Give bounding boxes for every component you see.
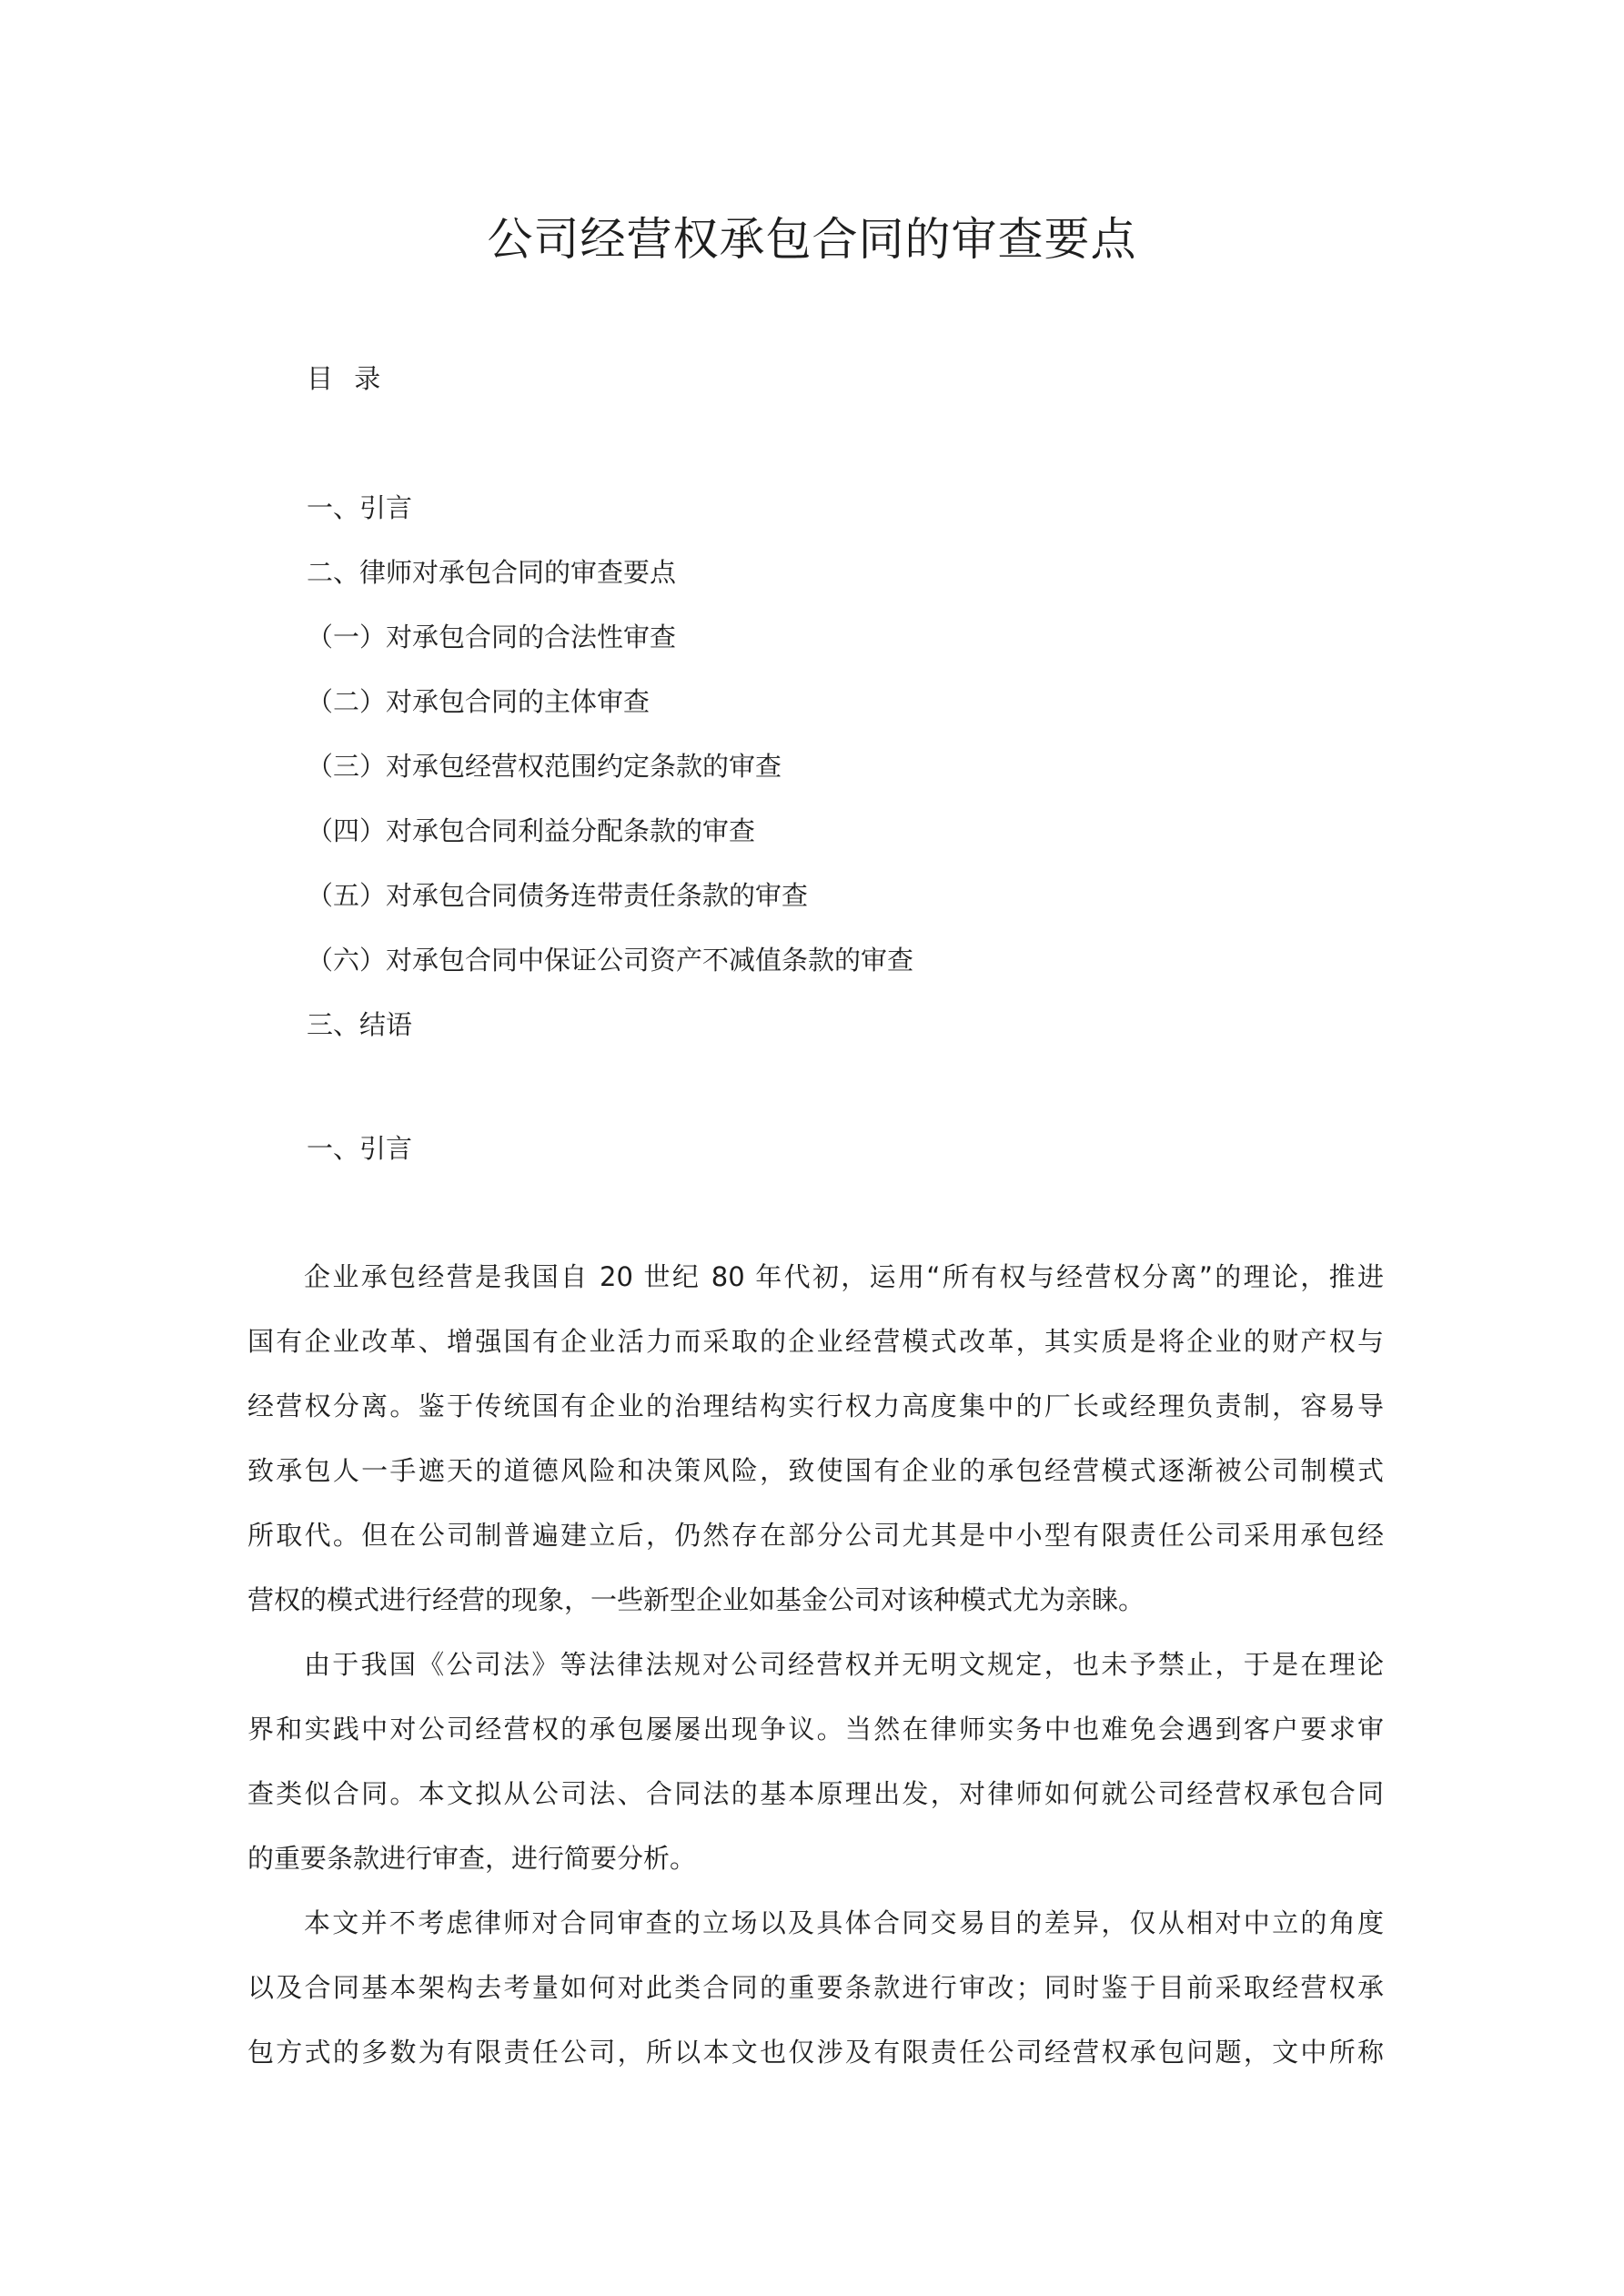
text-line: 以及合同基本架构去考量如何对此类合同的重要条款进行审改；同时鉴于目前采取经营权承	[247, 1972, 1384, 2003]
section-heading: 一、引言	[307, 1133, 413, 1164]
paragraph	[247, 1259, 1384, 1646]
text-line: 经营权分离。鉴于传统国有企业的治理结构实行权力高度集中的厂长或经理负责制，容易导	[247, 1391, 1384, 1421]
toc-item: （四）对承包合同利益分配条款的审查	[307, 815, 756, 846]
paragraph	[247, 1646, 1384, 1905]
toc-item: （六）对承包合同中保证公司资产不减值条款的审查	[307, 945, 914, 976]
text-line: 查类似合同。本文拟从公司法、合同法的基本原理出发，对律师如何就公司经营权承包合同	[247, 1778, 1384, 1809]
text-line: 本文并不考虑律师对合同审查的立场以及具体合同交易目的差异，仅从相对中立的角度	[304, 1907, 1384, 1938]
text-line: 的重要条款进行审查，进行简要分析。	[247, 1843, 697, 1874]
toc-item: （二）对承包合同的主体审查	[307, 686, 651, 717]
text-line: 国有企业改革、增强国有企业活力而采取的企业经营模式改革，其实质是将企业的财产权与	[247, 1326, 1384, 1357]
toc-item: （三）对承包经营权范围约定条款的审查	[307, 751, 782, 782]
paragraph	[247, 1905, 1384, 2099]
text-line: 包方式的多数为有限责任公司，所以本文也仅涉及有限责任公司经营权承包问题，文中所称	[247, 2037, 1384, 2068]
toc-heading: 目 录	[307, 363, 381, 394]
toc-item: 二、律师对承包合同的审查要点	[307, 557, 677, 588]
text-line: 所取代。但在公司制普遍建立后，仍然存在部分公司尤其是中小型有限责任公司采用承包经	[247, 1520, 1384, 1551]
text-line: 界和实践中对公司经营权的承包屡屡出现争议。当然在律师实务中也难免会遇到客户要求审	[247, 1714, 1384, 1745]
toc-item: 一、引言	[307, 492, 413, 523]
text-line: 营权的模式进行经营的现象，一些新型企业如基金公司对该种模式尤为亲睐。	[247, 1584, 1145, 1615]
toc-item: （五）对承包合同债务连带责任条款的审查	[307, 880, 809, 911]
document-title: 公司经营权承包合同的审查要点	[487, 213, 1137, 266]
text-line: 由于我国《公司法》等法律法规对公司经营权并无明文规定，也未予禁止，于是在理论	[304, 1649, 1384, 1680]
text-line: 致承包人一手遮天的道德风险和决策风险，致使国有企业的承包经营模式逐渐被公司制模式	[247, 1455, 1384, 1486]
body-text	[247, 1259, 1384, 2099]
toc-item: 三、结语	[307, 1009, 413, 1040]
toc-item: （一）对承包合同的合法性审查	[307, 622, 677, 652]
table-of-contents	[307, 490, 913, 1071]
text-line: 企业承包经营是我国自 20 世纪 80 年代初，运用“所有权与经营权分离”的理论，推进	[304, 1261, 1384, 1292]
